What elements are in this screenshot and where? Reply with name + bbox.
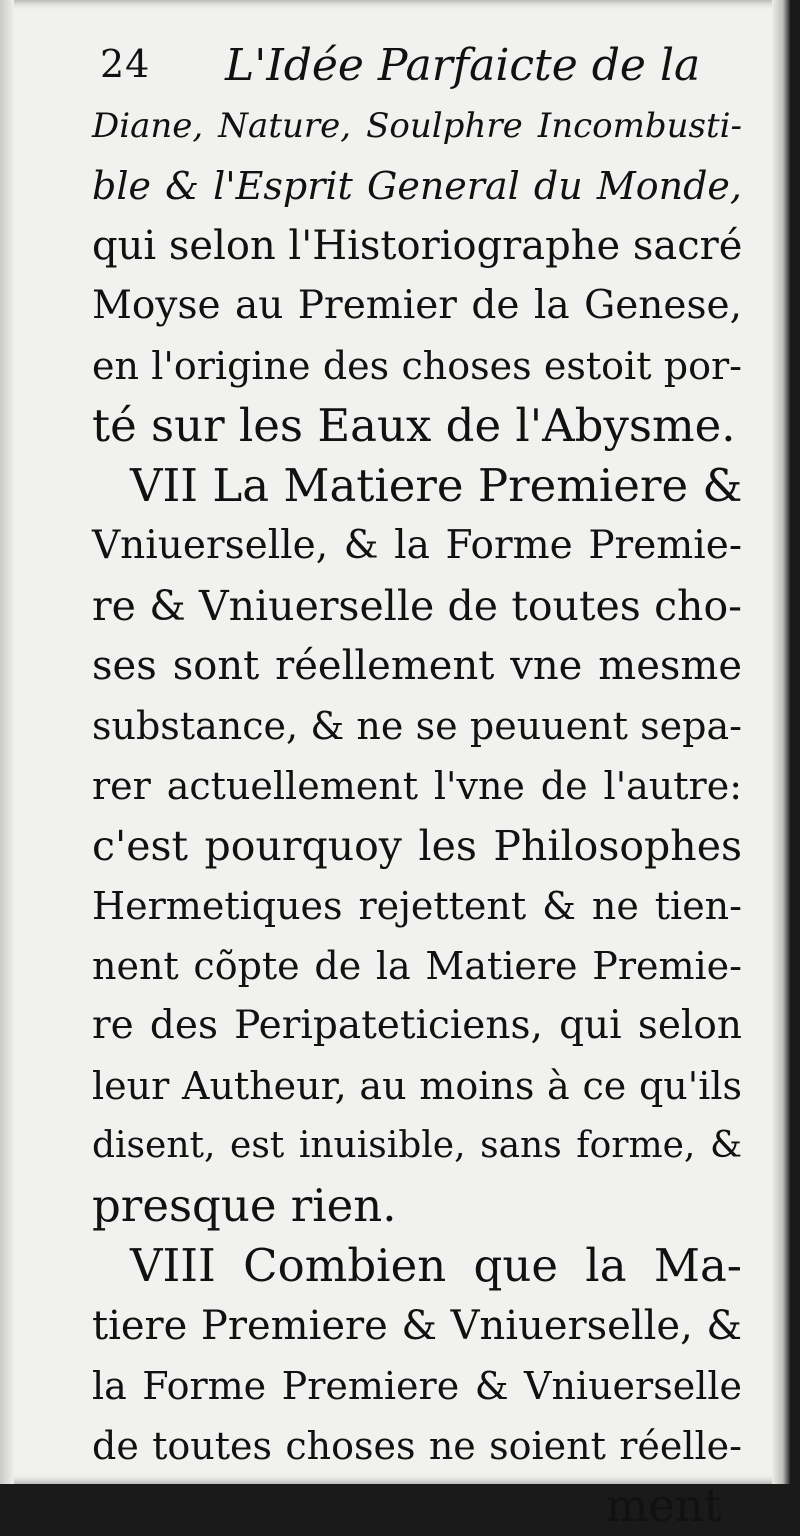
text-line: Moyse au Premier de la Genese, bbox=[92, 283, 742, 328]
text-line: leur Autheur, au moins à ce qu'ils bbox=[92, 1064, 742, 1108]
text-line: re & Vniuerselle de toutes cho- bbox=[92, 582, 742, 630]
text-line: disent, est inuisible, sans forme, & bbox=[92, 1125, 742, 1166]
text-line: substance, & ne se peuuent sepa- bbox=[92, 704, 742, 748]
text-line: re des Peripateticiens, qui selon bbox=[92, 1003, 742, 1048]
text-line: qui selon l'Historiographe sacré bbox=[92, 223, 743, 269]
running-title: L'Idée Parfaicte de la bbox=[225, 40, 701, 91]
paragraph-start-vii: VII La Matiere Premiere & bbox=[130, 459, 743, 512]
text-line: ses sont réellement vne mesme bbox=[92, 643, 742, 689]
text-line: Diane, Nature, Soulphre Incombusti- bbox=[92, 106, 742, 146]
text-line: ble & l'Esprit General du Monde, bbox=[92, 164, 742, 208]
text-line: de toutes choses ne soient réelle- bbox=[92, 1424, 742, 1468]
text-line: rer actuellement l'vne de l'autre: bbox=[92, 764, 742, 808]
page-header bbox=[100, 34, 740, 96]
text-line: la Forme Premiere & Vniuerselle bbox=[92, 1364, 742, 1408]
page-number: 24 bbox=[100, 42, 151, 86]
text-line: nent cõpte de la Matiere Premie- bbox=[92, 944, 742, 988]
text-line: Hermetiques rejettent & ne tien- bbox=[92, 884, 742, 928]
text-line: en l'origine des choses estoit por- bbox=[92, 344, 742, 388]
text-line: Vniuerselle, & la Forme Premie- bbox=[92, 523, 742, 568]
body-text bbox=[92, 96, 742, 1536]
text-line: c'est pourquoy les Philosophes bbox=[92, 822, 742, 870]
catchword: ment bbox=[605, 1479, 722, 1532]
page-edge bbox=[772, 0, 790, 1484]
page-spine-shadow bbox=[0, 0, 14, 1484]
paragraph-start-viii: VIII Combien que la Ma- bbox=[130, 1239, 742, 1292]
text-line: tiere Premiere & Vniuerselle, & bbox=[92, 1303, 742, 1349]
text-line: presque rien. bbox=[92, 1179, 397, 1232]
text-line: té sur les Eaux de l'Abysme. bbox=[92, 399, 736, 452]
